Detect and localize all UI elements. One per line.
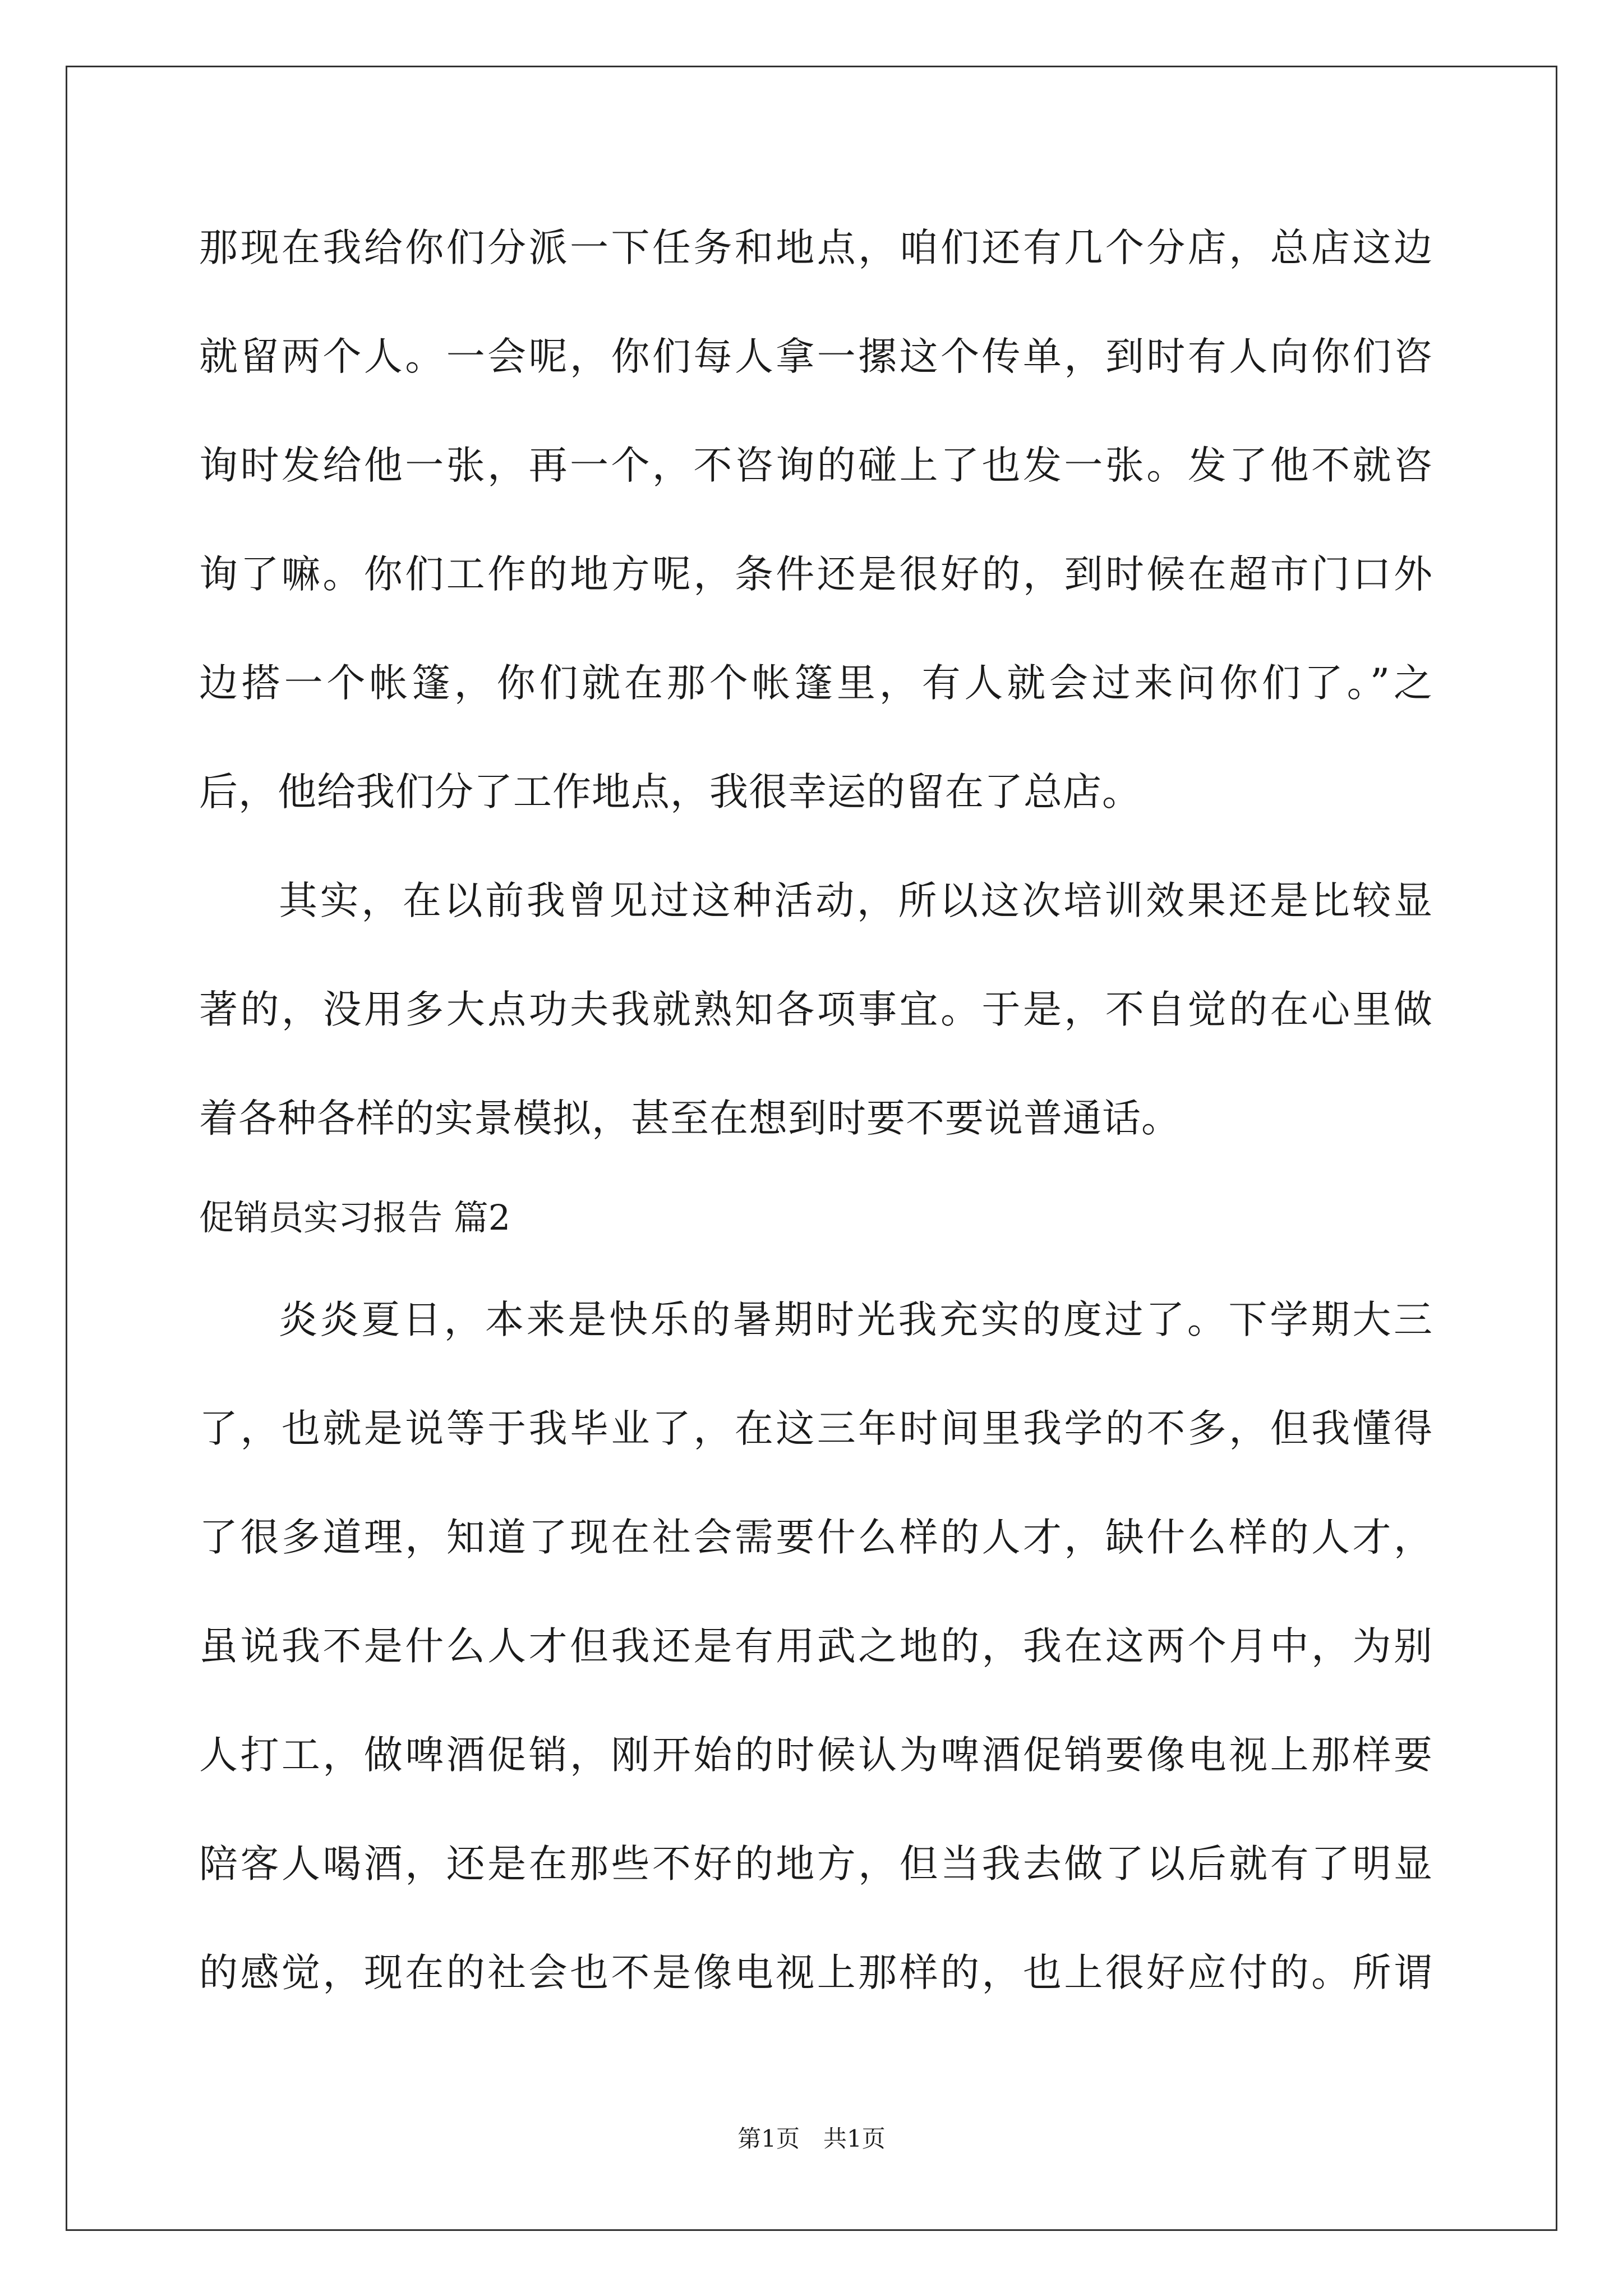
paragraph-1-line-2: 就留两个人。一会呢，你们每人拿一摞这个传单，到时有人向你们咨: [199, 334, 1433, 379]
page-border: [66, 66, 1557, 2231]
page-footer: 第1页 共1页: [737, 2125, 886, 2152]
paragraph-2-line-3: 着各种各样的实景模拟，甚至在想到时要不要说普通话。: [199, 1096, 1181, 1141]
paragraph-2-line-1: 其实，在以前我曾见过这种活动，所以这次培训效果还是比较显: [279, 878, 1433, 923]
paragraph-3-line-1: 炎炎夏日，本来是快乐的暑期时光我充实的度过了。下学期大三: [279, 1297, 1433, 1342]
paragraph-3-line-5: 人打工，做啤酒促销，刚开始的时候认为啤酒促销要像电视上那样要: [199, 1733, 1433, 1778]
paragraph-1-line-3: 询时发给他一张，再一个，不咨询的碰上了也发一张。发了他不就咨: [199, 443, 1433, 488]
paragraph-3-line-3: 了很多道理，知道了现在社会需要什么样的人才，缺什么样的人才，: [199, 1515, 1433, 1560]
paragraph-1-line-5: 边搭一个帐篷，你们就在那个帐篷里，有人就会过来问你们了。”之: [199, 661, 1433, 706]
paragraph-3-line-7: 的感觉，现在的社会也不是像电视上那样的，也上很好应付的。所谓: [199, 1950, 1433, 1995]
paragraph-3-line-6: 陪客人喝酒，还是在那些不好的地方，但当我去做了以后就有了明显: [199, 1842, 1433, 1887]
paragraph-1-line-6: 后，他给我们分了工作地点，我很幸运的留在了总店。: [199, 770, 1141, 815]
paragraph-1-line-4: 询了嘛。你们工作的地方呢，条件还是很好的，到时候在超市门口外: [199, 552, 1433, 597]
paragraph-3-line-2: 了，也就是说等于我毕业了，在这三年时间里我学的不多，但我懂得: [199, 1406, 1433, 1451]
paragraph-1-line-1: 那现在我给你们分派一下任务和地点，咱们还有几个分店，总店这边: [199, 226, 1433, 270]
paragraph-3-line-4: 虽说我不是什么人才但我还是有用武之地的，我在这两个月中，为别: [199, 1624, 1433, 1669]
section-heading: 促销员实习报告 篇2: [199, 1197, 511, 1238]
paragraph-2-line-2: 著的，没用多大点功夫我就熟知各项事宜。于是，不自觉的在心里做: [199, 987, 1433, 1032]
